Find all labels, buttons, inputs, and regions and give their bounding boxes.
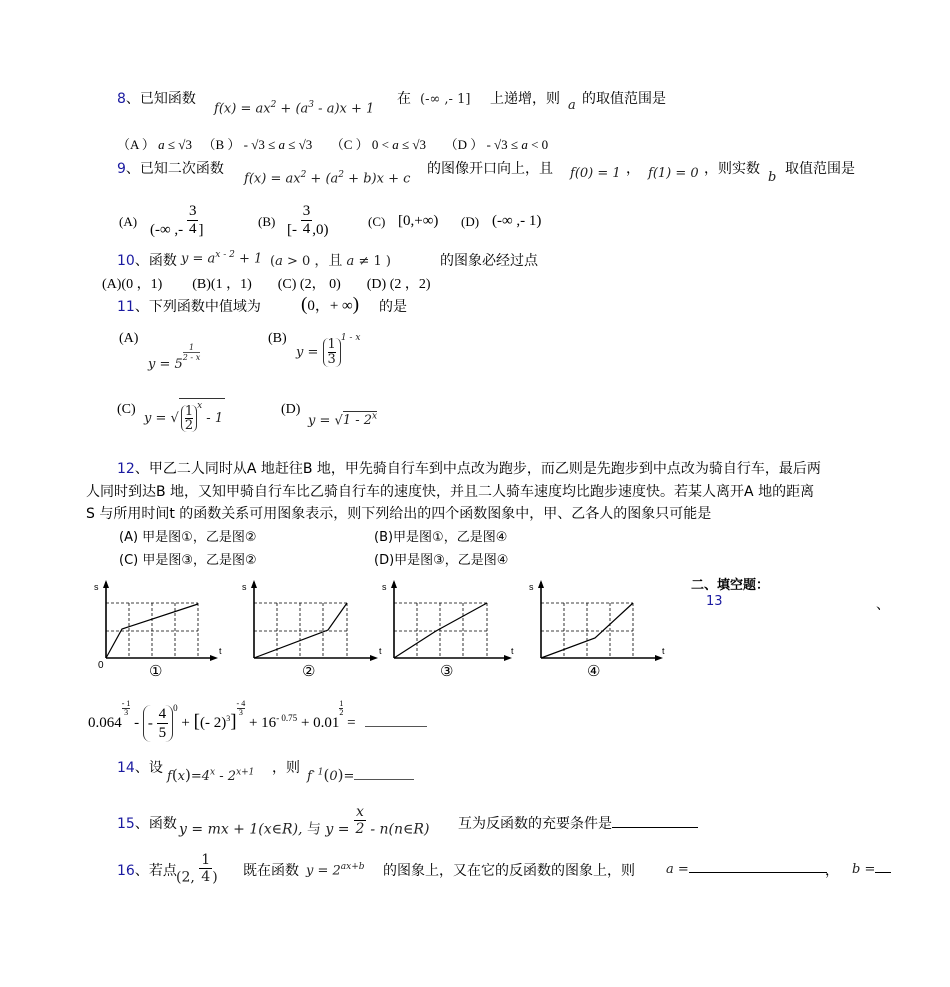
q11-option-c-formula: y = √ $\frac{1}{2}$ $^x$ - 1: [144, 398, 225, 432]
graph-2-s-label: s: [242, 582, 247, 592]
q16-a: a =: [666, 860, 827, 877]
q8-line: [117, 88, 196, 108]
q15-post: [458, 813, 698, 833]
q13-number: 13: [706, 594, 723, 609]
q11-option-c[interactable]: (C): [117, 402, 136, 417]
q9-option-c-value: [0,+∞): [398, 213, 439, 229]
q11-line: [117, 296, 261, 316]
q15-answer-blank[interactable]: [612, 815, 698, 828]
q8-text: 、已知函数: [125, 91, 196, 107]
q10-option-c[interactable]: (C) (2， 0): [277, 277, 341, 292]
graph-3: [380, 578, 520, 686]
q8-option-c[interactable]: （C ） 0 < a ≤ √3: [330, 137, 427, 152]
q16-line: [117, 860, 177, 880]
q10-cond: (a > 0 ，且 a ≠ 1 ): [270, 253, 391, 269]
q10-option-a[interactable]: (A)(0 ，1): [102, 277, 163, 292]
q16-b-blank[interactable]: [875, 860, 891, 873]
graph-2-t-label: t: [379, 646, 382, 656]
q8-option-a[interactable]: （A ） a ≤ √3: [117, 137, 192, 152]
section-2-title: 二、填空题：: [691, 578, 770, 593]
q11-option-d-formula: y = √1 - 2$^x$: [308, 412, 378, 429]
q9-text: 、已知二次函数: [125, 161, 224, 177]
graph-1-origin: 0: [98, 660, 104, 671]
q11-range: (0，+ ∞): [301, 294, 360, 315]
q8-option-b[interactable]: （B ） - √3 ≤ a ≤ √3: [202, 137, 313, 152]
q14-mid: ，则: [272, 760, 300, 776]
q15-formula: y = mx + 1(x∈R), 与 y = $\frac{x}{2}$ - n(n∈R): [179, 804, 430, 838]
q15-post-text: 互为反函数的充要条件是: [458, 816, 612, 832]
q9-cond2: f(1) = 0: [648, 166, 699, 181]
q9-formula: $f(x) = ax^2 + (a^2 + b)x + c$: [244, 170, 411, 187]
q11-option-a[interactable]: (A): [119, 331, 139, 346]
q12-text-3: S 与所用时间t 的函数关系可用图象表示，则下列给出的四个函数图象中，甲、乙各人的图象只可能是: [86, 506, 712, 522]
q10-formula: $y = a^{x - 2} + 1$: [181, 250, 263, 267]
q9-post3: 取值范围是: [785, 161, 855, 177]
q9-option-d[interactable]: (D): [461, 214, 480, 229]
q8-post: 上递增，则: [490, 91, 560, 107]
q16-formula: $y = 2^{ax+b}$: [306, 862, 365, 879]
graph-3-t-label: t: [511, 646, 514, 656]
graph-4-s-label: s: [529, 582, 534, 592]
q16-mid: 既在函数: [243, 863, 299, 879]
q14-formula-2: $f^{- 1}(0)=$: [307, 766, 414, 784]
q12-option-a[interactable]: (A) 甲是图①，乙是图②: [119, 530, 257, 545]
q11-post: 的是: [379, 299, 407, 315]
q14-answer-blank[interactable]: [354, 767, 414, 780]
q10-post: 的图象必经过点: [440, 253, 538, 269]
graph-1-label: ①: [149, 663, 163, 680]
q9-option-c[interactable]: (C): [368, 214, 386, 229]
q12-option-c[interactable]: (C) 甲是图③，乙是图②: [119, 553, 257, 568]
q14-formula: $f(x)=4^x - 2^{x+1}$: [167, 766, 255, 784]
q9-option-a-value: (-∞ ,- $\frac{3}{4}$ ]: [150, 203, 204, 238]
q13-answer-blank[interactable]: [365, 714, 427, 727]
q8-interval: (-∞ ,- 1]: [420, 92, 471, 107]
q11-option-a-formula: y = 5 $^{\frac{1}{2 - x}}$: [148, 343, 201, 372]
q16-point: (2, $\frac{1}{4}$ ): [176, 852, 218, 886]
q11-option-d[interactable]: (D): [281, 402, 301, 417]
graph-4-label: ④: [587, 663, 601, 680]
q8-options: [117, 134, 548, 153]
q12-option-d[interactable]: (D)甲是图③，乙是图④: [374, 553, 509, 568]
q10-line: [117, 250, 177, 270]
q9-option-d-value: (-∞ ,- 1): [492, 213, 542, 229]
graph-3-label: ③: [440, 663, 454, 680]
q8-formula: $f(x) = ax^2 + (a^3 - a)x + 1$: [214, 100, 375, 117]
q16-b: b =: [852, 860, 891, 877]
q12-text-2: 人同时到达B 地，又知甲骑自行车比乙骑自行车的速度快，并且二人骑车速度均比跑步速度快。若某人离开A 地的距离: [86, 484, 815, 500]
q16-number: 16: [117, 863, 135, 879]
q13-expression: 0.064 $^{\frac{- 1}{3}}$ - - $\frac{4}{5}$ $^0$ + [(- 2)$^3$] $^{\frac{- 4}{3}}$ + $16^{- 0.75} + 0.01$ $^{\frac{1}{2}}$ =: [88, 700, 427, 742]
q16-text: 、若点: [134, 863, 177, 879]
q8-in: 在: [397, 91, 411, 107]
q12-text-1: 、甲乙二人同时从A 地赶往B 地，甲先骑自行车到中点改为跑步，而乙则是先跑步到中点改为骑自行车，最后两: [134, 461, 821, 477]
q16-post: 的图象上，又在它的反函数的图象上，则: [383, 863, 635, 879]
q11-option-b[interactable]: (B): [268, 331, 287, 346]
graph-4: [527, 578, 673, 686]
q9-comma: ，: [626, 161, 640, 177]
q14-number: 14: [117, 760, 135, 776]
q8-option-d[interactable]: （D ） - √3 ≤ a < 0: [444, 137, 549, 152]
q8-var: a: [568, 98, 576, 113]
graph-1: [92, 578, 232, 686]
q9-var: b: [768, 170, 777, 185]
q9-number: 9: [117, 161, 126, 177]
q10-number: 10: [117, 253, 135, 269]
q10-options: [102, 273, 431, 293]
q13-mark: 、: [876, 597, 890, 613]
q9-option-b-value: [- $\frac{3}{4}$ ,0): [287, 203, 329, 238]
q12-number: 12: [117, 461, 135, 477]
q11-option-b-formula: y = $\frac{1}{3}$ $^{1 - x}$: [296, 333, 361, 367]
q15-line: [117, 813, 177, 833]
q10-option-d[interactable]: (D) (2 ，2): [366, 277, 431, 292]
q10-text: 、函数: [134, 253, 177, 269]
q8-post2: 的取值范围是: [582, 91, 666, 107]
q9-option-b[interactable]: (B): [258, 214, 276, 229]
q10-option-b[interactable]: (B)(1 ，1): [192, 277, 252, 292]
q14-line: [117, 757, 163, 777]
graph-3-s-label: s: [382, 582, 387, 592]
q16-sep: ，: [825, 863, 839, 879]
q14-text: 、设: [134, 760, 163, 776]
q15-text: 、函数: [134, 816, 177, 832]
graph-2: [240, 578, 386, 686]
q12-option-b[interactable]: (B)甲是图①，乙是图④: [374, 530, 508, 545]
q11-number: 11: [117, 299, 135, 315]
q9-option-a[interactable]: (A): [119, 214, 138, 229]
q11-text: 、下列函数中值域为: [134, 299, 261, 315]
q9-line: [117, 158, 224, 178]
q9-post2: ，则实数: [704, 161, 760, 177]
graph-2-label: ②: [302, 663, 316, 680]
graph-4-t-label: t: [662, 646, 665, 656]
q15-number: 15: [117, 816, 135, 832]
graph-1-s-label: s: [94, 582, 99, 592]
graph-1-t-label: t: [219, 646, 222, 656]
q16-a-blank[interactable]: [689, 860, 827, 873]
q8-number: 8: [117, 91, 126, 107]
q12-line1: [117, 458, 821, 478]
q9-post: 的图像开口向上，且: [427, 161, 553, 177]
q9-cond1: f(0) = 1: [570, 166, 621, 181]
